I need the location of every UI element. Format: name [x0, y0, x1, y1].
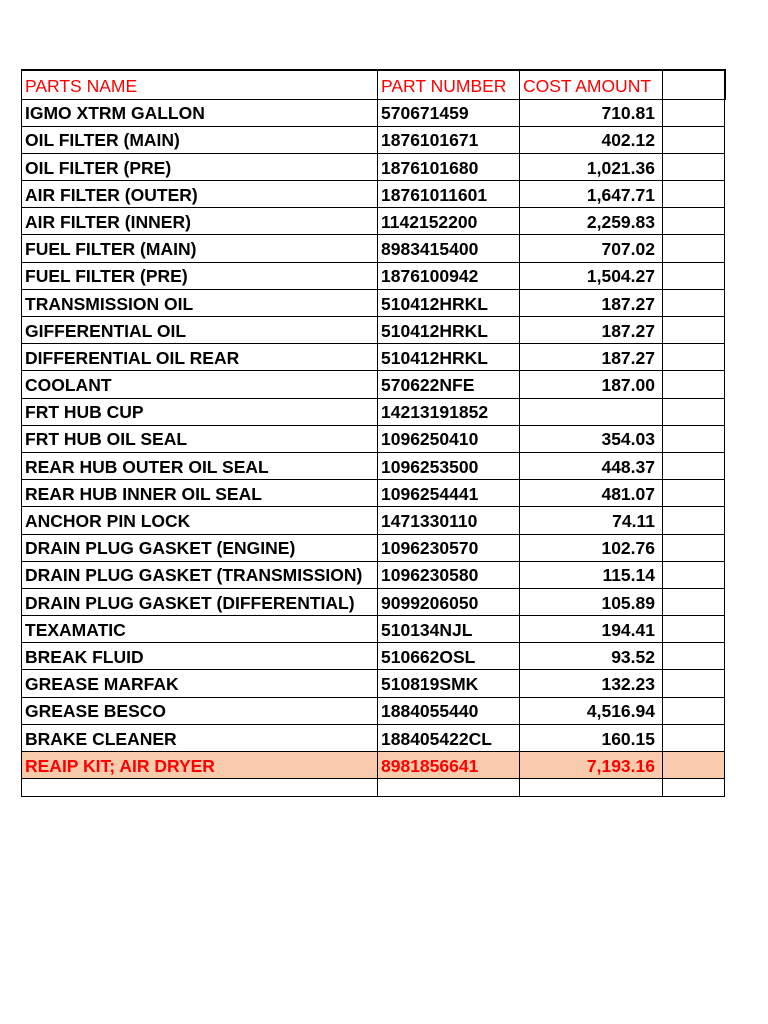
part-name-cell[interactable]: DIFFERENTIAL OIL REAR: [22, 344, 378, 371]
part-number-cell[interactable]: 510412HRKL: [378, 317, 520, 344]
empty-cell[interactable]: [663, 398, 725, 425]
cost-amount-cell[interactable]: 102.76: [520, 534, 663, 561]
table-row: [22, 643, 725, 670]
empty-cell[interactable]: [663, 452, 725, 479]
empty-cell[interactable]: [663, 371, 725, 398]
cost-amount-cell[interactable]: [520, 398, 663, 425]
part-name-cell[interactable]: BREAK FLUID: [22, 643, 378, 670]
part-number-cell[interactable]: 18761011601: [378, 181, 520, 208]
part-name-cell[interactable]: TRANSMISSION OIL: [22, 289, 378, 316]
part-name-cell[interactable]: REAIP KIT; AIR DRYER: [22, 752, 378, 779]
empty-cell[interactable]: [663, 643, 725, 670]
part-name-cell[interactable]: BRAKE CLEANER: [22, 724, 378, 751]
cost-amount-cell[interactable]: 1,504.27: [520, 262, 663, 289]
empty-cell[interactable]: [663, 317, 725, 344]
table-row: [22, 507, 725, 534]
empty-cell[interactable]: [663, 344, 725, 371]
table-row: [22, 289, 725, 316]
empty-cell[interactable]: [663, 181, 725, 208]
table-row: [22, 317, 725, 344]
cost-amount-cell[interactable]: 187.27: [520, 289, 663, 316]
table-row: [22, 534, 725, 561]
table-row: [22, 235, 725, 262]
part-number-cell[interactable]: 1876100942: [378, 262, 520, 289]
cost-amount-cell[interactable]: 710.81: [520, 99, 663, 126]
part-number-cell[interactable]: 510662OSL: [378, 643, 520, 670]
table-row: [22, 452, 725, 479]
table-row: [22, 425, 725, 452]
part-name-cell[interactable]: GIFFERENTIAL OIL: [22, 317, 378, 344]
empty-cell[interactable]: [663, 534, 725, 561]
cost-amount-cell[interactable]: 4,516.94: [520, 697, 663, 724]
empty-cell[interactable]: [663, 670, 725, 697]
cost-amount-cell[interactable]: 402.12: [520, 126, 663, 153]
cost-amount-cell[interactable]: 707.02: [520, 235, 663, 262]
part-number-cell[interactable]: 8983415400: [378, 235, 520, 262]
part-name-cell[interactable]: OIL FILTER (PRE): [22, 153, 378, 180]
part-number-cell[interactable]: 510412HRKL: [378, 289, 520, 316]
part-name-cell[interactable]: FUEL FILTER (MAIN): [22, 235, 378, 262]
table-row: [22, 371, 725, 398]
parts-cost-table: [21, 69, 726, 797]
part-number-cell[interactable]: 1096253500: [378, 452, 520, 479]
table-row: [22, 670, 725, 697]
cost-amount-cell[interactable]: 187.27: [520, 344, 663, 371]
part-number-cell[interactable]: 188405422CL: [378, 724, 520, 751]
empty-cell[interactable]: [520, 779, 663, 797]
part-number-cell[interactable]: 570622NFE: [378, 371, 520, 398]
header-extra-cell[interactable]: [663, 70, 725, 99]
table-row: [22, 153, 725, 180]
part-number-cell[interactable]: 1096250410: [378, 425, 520, 452]
part-name-cell[interactable]: ANCHOR PIN LOCK: [22, 507, 378, 534]
table-row: [22, 697, 725, 724]
part-number-cell[interactable]: 510134NJL: [378, 616, 520, 643]
table-row: [22, 126, 725, 153]
empty-row: [22, 779, 725, 797]
part-name-cell[interactable]: DRAIN PLUG GASKET (TRANSMISSION): [22, 561, 378, 588]
cost-amount-cell[interactable]: 160.15: [520, 724, 663, 751]
part-name-cell[interactable]: IGMO XTRM GALLON: [22, 99, 378, 126]
part-number-cell[interactable]: 1884055440: [378, 697, 520, 724]
empty-cell[interactable]: [663, 289, 725, 316]
part-number-cell[interactable]: 14213191852: [378, 398, 520, 425]
part-number-cell[interactable]: 1471330110: [378, 507, 520, 534]
part-name-cell[interactable]: TEXAMATIC: [22, 616, 378, 643]
part-name-cell[interactable]: FRT HUB OIL SEAL: [22, 425, 378, 452]
table-row: [22, 208, 725, 235]
empty-cell[interactable]: [663, 588, 725, 615]
part-number-cell[interactable]: 1096230580: [378, 561, 520, 588]
header-cost-amount[interactable]: COST AMOUNT: [520, 70, 663, 99]
empty-cell[interactable]: [663, 153, 725, 180]
table-row: [22, 262, 725, 289]
part-number-cell[interactable]: 570671459: [378, 99, 520, 126]
empty-cell[interactable]: [663, 99, 725, 126]
empty-cell[interactable]: [663, 425, 725, 452]
table-row: [22, 99, 725, 126]
empty-cell[interactable]: [663, 507, 725, 534]
empty-cell[interactable]: [22, 779, 378, 797]
cost-amount-cell[interactable]: 187.27: [520, 317, 663, 344]
empty-cell[interactable]: [663, 561, 725, 588]
header-part-number[interactable]: PART NUMBER: [378, 70, 520, 99]
part-name-cell[interactable]: FRT HUB CUP: [22, 398, 378, 425]
part-name-cell[interactable]: DRAIN PLUG GASKET (DIFFERENTIAL): [22, 588, 378, 615]
table-row: [22, 181, 725, 208]
cost-amount-cell[interactable]: 74.11: [520, 507, 663, 534]
part-name-cell[interactable]: AIR FILTER (OUTER): [22, 181, 378, 208]
part-name-cell[interactable]: COOLANT: [22, 371, 378, 398]
part-number-cell[interactable]: 1096230570: [378, 534, 520, 561]
cost-amount-cell[interactable]: 194.41: [520, 616, 663, 643]
empty-cell[interactable]: [663, 126, 725, 153]
table-body: [22, 70, 725, 797]
table-row: [22, 724, 725, 751]
empty-cell[interactable]: [663, 697, 725, 724]
cost-amount-cell[interactable]: 2,259.83: [520, 208, 663, 235]
cost-amount-cell[interactable]: 7,193.16: [520, 752, 663, 779]
part-number-cell[interactable]: 1142152200: [378, 208, 520, 235]
empty-cell[interactable]: [663, 752, 725, 779]
part-name-cell[interactable]: GREASE BESCO: [22, 697, 378, 724]
header-row: [22, 70, 725, 99]
cost-amount-cell[interactable]: 132.23: [520, 670, 663, 697]
table-row: [22, 588, 725, 615]
cost-amount-cell[interactable]: 105.89: [520, 588, 663, 615]
table-row: [22, 561, 725, 588]
cost-amount-cell[interactable]: 1,021.36: [520, 153, 663, 180]
cost-amount-cell[interactable]: 354.03: [520, 425, 663, 452]
part-name-cell[interactable]: OIL FILTER (MAIN): [22, 126, 378, 153]
part-number-cell[interactable]: 1096254441: [378, 480, 520, 507]
table-row: [22, 398, 725, 425]
table-row: [22, 752, 725, 779]
part-number-cell[interactable]: 510819SMK: [378, 670, 520, 697]
header-parts-name[interactable]: PARTS NAME: [22, 70, 378, 99]
empty-cell[interactable]: [663, 235, 725, 262]
cost-amount-cell[interactable]: 1,647.71: [520, 181, 663, 208]
empty-cell[interactable]: [663, 724, 725, 751]
part-number-cell[interactable]: 510412HRKL: [378, 344, 520, 371]
part-name-cell[interactable]: DRAIN PLUG GASKET (ENGINE): [22, 534, 378, 561]
cost-amount-cell[interactable]: 115.14: [520, 561, 663, 588]
part-name-cell[interactable]: AIR FILTER (INNER): [22, 208, 378, 235]
table-row: [22, 344, 725, 371]
empty-cell[interactable]: [663, 208, 725, 235]
cost-amount-cell[interactable]: 93.52: [520, 643, 663, 670]
empty-cell[interactable]: [378, 779, 520, 797]
part-name-cell[interactable]: FUEL FILTER (PRE): [22, 262, 378, 289]
empty-cell[interactable]: [663, 779, 725, 797]
part-number-cell[interactable]: 8981856641: [378, 752, 520, 779]
part-name-cell[interactable]: GREASE MARFAK: [22, 670, 378, 697]
part-number-cell[interactable]: 9099206050: [378, 588, 520, 615]
cost-amount-cell[interactable]: 448.37: [520, 452, 663, 479]
part-number-cell[interactable]: 1876101671: [378, 126, 520, 153]
cost-amount-cell[interactable]: 481.07: [520, 480, 663, 507]
part-number-cell[interactable]: 1876101680: [378, 153, 520, 180]
part-name-cell[interactable]: REAR HUB INNER OIL SEAL: [22, 480, 378, 507]
empty-cell[interactable]: [663, 262, 725, 289]
empty-cell[interactable]: [663, 616, 725, 643]
part-name-cell[interactable]: REAR HUB OUTER OIL SEAL: [22, 452, 378, 479]
table-row: [22, 480, 725, 507]
empty-cell[interactable]: [663, 480, 725, 507]
table-row: [22, 616, 725, 643]
cost-amount-cell[interactable]: 187.00: [520, 371, 663, 398]
